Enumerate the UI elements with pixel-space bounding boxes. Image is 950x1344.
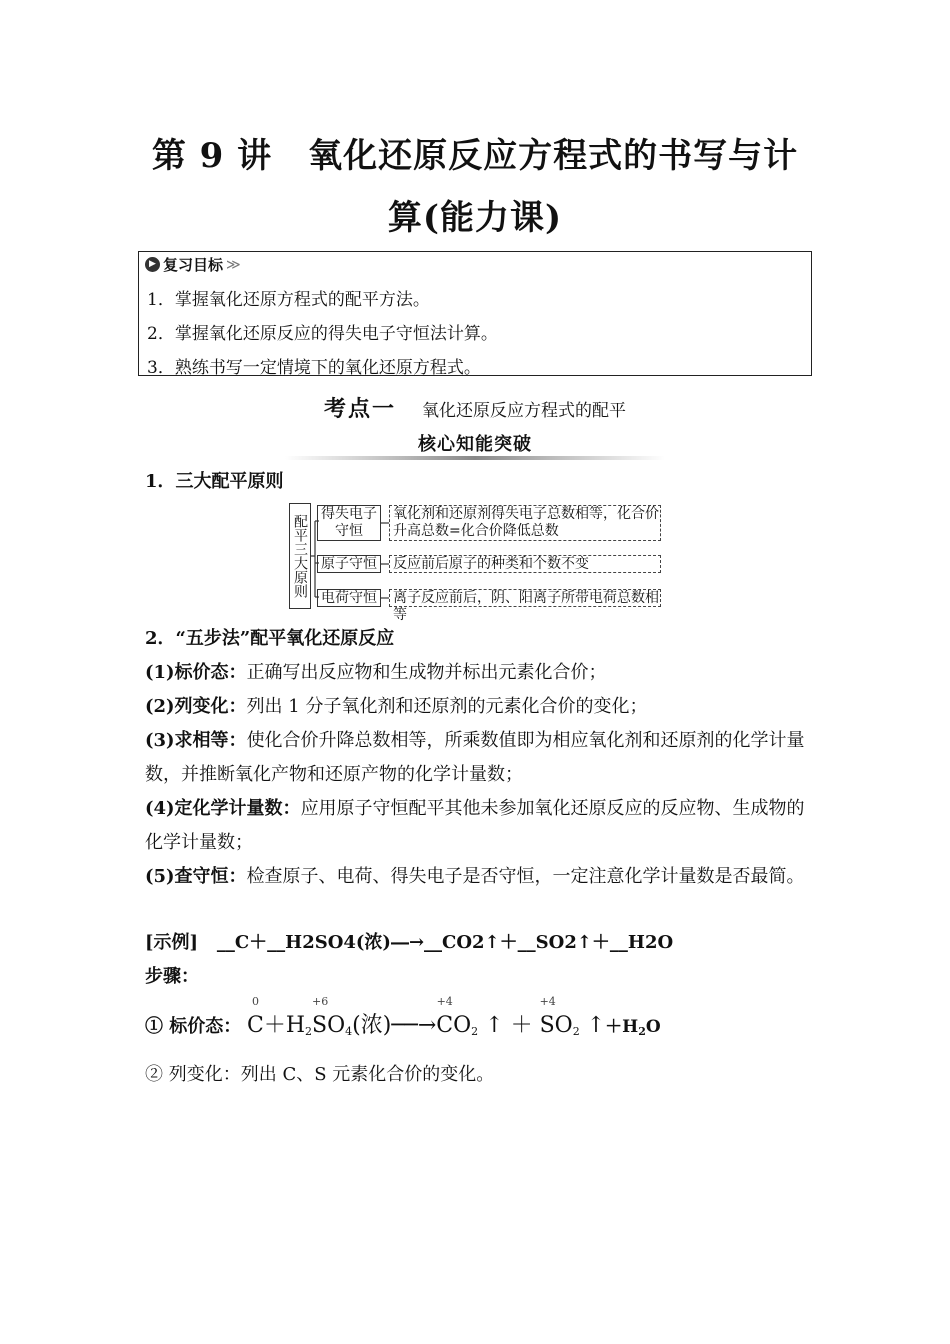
goal-item: 2．掌握氧化还原反应的得失电子守恒法计算。 [147, 324, 498, 344]
play-circle-icon: ▶ [145, 257, 160, 272]
ox-state: +6 [312, 995, 329, 1008]
step1-equation: C 0 $+H_2S$ +6 $O_4$(浓)──→C +4 $O_2$ ↑ ＋ S +4 $O_2$ $↑+H_2O$ [247, 995, 661, 1038]
step-paragraph [145, 792, 815, 860]
step1-label: ① 标价态： [145, 1016, 242, 1037]
step-text: 应用原子守恒配平其他未参加氧化还原反应的反应物、生成物的化学计量数； [145, 798, 805, 853]
goal-item: 1．掌握氧化还原方程式的配平方法。 [147, 290, 430, 310]
principle-node: 电荷守恒 [317, 589, 381, 607]
principle-description: 离子反应前后，阴、阳离子所带电荷总数相等 [389, 589, 661, 607]
step-label: (2)列变化： [145, 696, 247, 717]
core-underline [285, 456, 665, 460]
review-goals-box [138, 251, 812, 376]
page-title-line2: 算(能力课) [387, 198, 563, 238]
diagram-connectors [381, 503, 389, 609]
goals-header [145, 254, 241, 275]
step-label: (1)标价态： [145, 662, 247, 683]
ox-state: +4 [539, 995, 556, 1008]
goals-header-label: 复习目标 [163, 256, 224, 274]
section-subtitle: 氧化还原反应方程式的配平 [422, 401, 626, 421]
double-chevron-icon: ≫ [226, 256, 241, 273]
principle-node: 得失电子守恒 [317, 505, 381, 541]
example-equation: __C＋__H2SO4(浓)―→__CO2↑＋__SO2↑＋__H2O [216, 932, 674, 953]
core-label: 核心知能突破 [418, 434, 532, 455]
goal-item: 3．熟练书写一定情境下的氧化还原方程式。 [147, 358, 481, 378]
step-paragraph [145, 724, 815, 792]
page-title-line1 [0, 128, 950, 177]
diagram-vertical-label: 配平三大原则 [289, 503, 311, 609]
section-label: 考点一 [323, 397, 396, 422]
principle-description: 反应前后原子的种类和个数不变 [389, 555, 661, 573]
section-heading [0, 392, 950, 423]
step-text: 列出 1 分子氧化剂和还原剂的元素化合价的变化； [246, 696, 648, 717]
part2-title: 2．“五步法”配平氧化还原反应 [145, 628, 395, 649]
principle-description: 氧化剂和还原剂得失电子总数相等，化合价升高总数=化合价降低总数 [389, 505, 661, 541]
step1-line [145, 995, 661, 1039]
step-label: (3)求相等： [145, 730, 247, 751]
step-text: 使化合价升降总数相等，所乘数值即为相应氧化剂和还原剂的化学计量数，并推断氧化产物和还原产物的化学计量数； [145, 730, 805, 785]
steps-label: 步骤： [145, 966, 199, 987]
step-text: 正确写出反应物和生成物并标出元素化合价； [246, 662, 607, 683]
step-label: (4)定化学计量数： [145, 798, 301, 819]
step-paragraph [145, 656, 815, 690]
step-label: (5)查守恒： [145, 866, 247, 887]
example-line [145, 926, 815, 960]
lecture-number: 第 9 讲 [151, 136, 273, 176]
step2-line: ② 列变化：列出 C、S 元素化合价的变化。 [145, 1064, 495, 1085]
ox-state: +4 [436, 995, 453, 1008]
step-text: 检查原子、电荷、得失电子是否守恒，一定注意化学计量数是否最简。 [246, 866, 805, 887]
ox-state: 0 [251, 995, 259, 1008]
example-label: [示例] [145, 932, 199, 953]
step-paragraph [145, 690, 815, 724]
part1-title: 1．三大配平原则 [145, 471, 284, 492]
lecture-title: 氧化还原反应方程式的书写与计 [308, 136, 799, 176]
balancing-principles-diagram [289, 503, 669, 623]
principle-node: 原子守恒 [317, 555, 381, 573]
step-paragraph [145, 860, 815, 894]
